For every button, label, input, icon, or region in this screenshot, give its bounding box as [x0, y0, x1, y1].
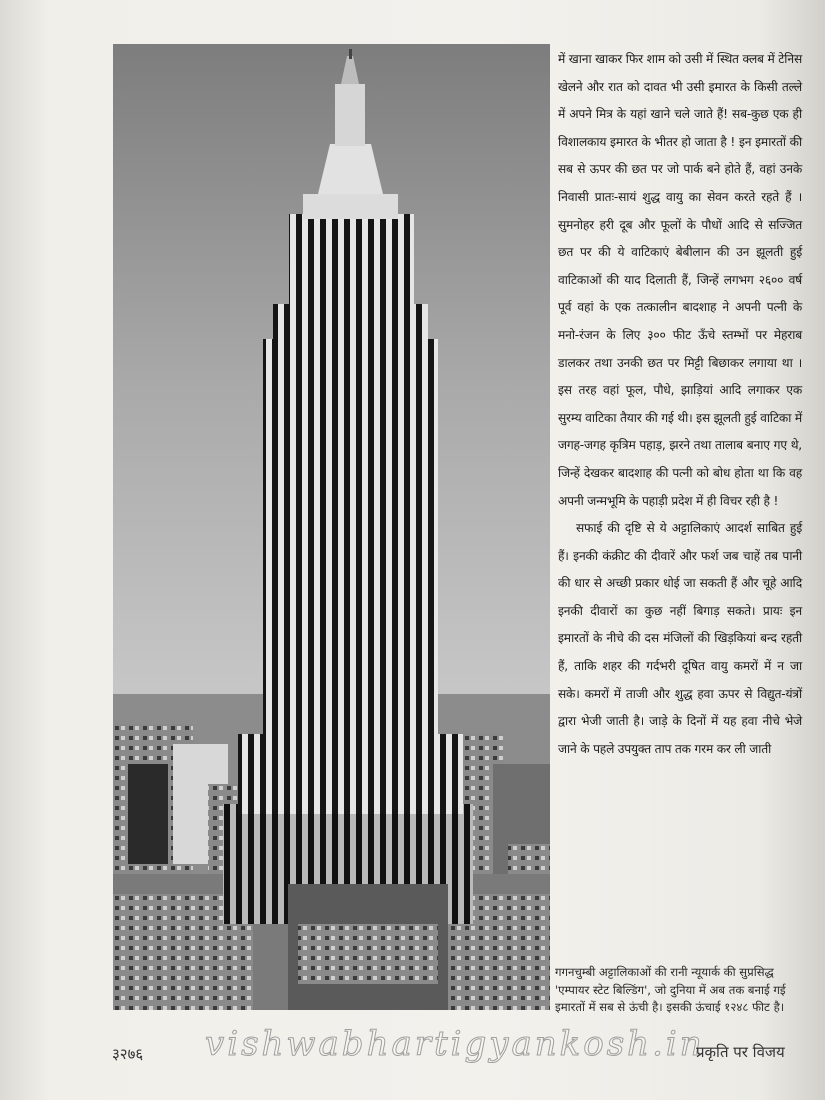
photo-caption: गगनचुम्बी अट्टालिकाओं की रानी न्यूयार्क की सुप्रसिद्ध 'एम्पायर स्टेट बिल्डिंग', जो दुनिया में अब तक बनाई गई इमारतों में सब से ऊंची है। इसकी ऊंचाई १२४८ फीट है।: [555, 965, 786, 1014]
watermark: vishwabhartigyankosh.in: [205, 1024, 705, 1064]
running-title: प्रकृति पर विजय: [696, 1043, 785, 1061]
body-text-column: [558, 46, 802, 763]
skyscraper-photo-icon: [113, 44, 550, 1010]
page-number: ३२७६: [112, 1045, 144, 1063]
paragraph-2: सफाई की दृष्टि से ये अट्टालिकाएं आदर्श साबित हुई हैं। इनकी कंक्रीट की दीवारें और फर्श जब चाहें तब पानी की धार से अच्छी प्रकार धोई जा सकती हैं और चूहे आदि इनकी दीवारों का कुछ नहीं बिगाड़ सकते। प्रायः इन इमारतों के नीचे की दस मंजिलों की खिड़कियां बन्द रहती हैं, ताकि शहर की गर्दभरी दूषित वायु कमरों में न जा सके। कमरों में ताजी और शुद्ध हवा ऊपर से विद्युत-यंत्रों द्वारा भेजी जाती है। जाड़े के दिनों में यह हवा नीचे भेजे जाने के पहले उपयुक्त ताप तक गरम कर ली जाती: [558, 521, 802, 756]
empire-state-building-photo: [113, 44, 550, 1010]
paragraph-1: में खाना खाकर फिर शाम को उसी में स्थित क्लब में टेनिस खेलने और रात को दावत भी उसी इमारत के किसी तल्ले में अपने मित्र के यहां खाने चले जाते हैं! सब-कुछ एक ही विशालकाय इमारत के भीतर हो जाता है ! इन इमारतों की सब से ऊपर की छत पर जो पार्क बने होते हैं, वहां उनके निवासी प्रातः-सायं शुद्ध वायु का सेवन करते रहते हैं । सुमनोहर हरी दूब और फूलों के पौधों आदि से सज्जित छत पर की ये वाटिकाएं बेबीलान की उन झूलती हुई वाटिकाओं की याद दिलाती हैं, जिन्हें लगभग २६०० वर्ष पूर्व वहां के एक तत्कालीन बादशाह ने अपनी पत्नी के मनो-रंजन के लिए ३०० फीट ऊँचे स्तम्भों पर मेहराब डालकर तथा उनकी छत पर मिट्टी बिछाकर लगाया था । इस तरह वहां फूल, पौधे, झाड़ियां आदि लगाकर एक सुरम्य वाटिका तैयार की गई थी। इस झूलती हुई वाटिका में जगह-जगह कृत्रिम पहाड़, झरने तथा तालाब बनाए गए थे, जिन्हें देखकर बादशाह की पत्नी को बोध होता था कि वह अपनी जन्मभूमि के पहाड़ी प्रदेश में ही विचर रही है !: [558, 52, 802, 508]
